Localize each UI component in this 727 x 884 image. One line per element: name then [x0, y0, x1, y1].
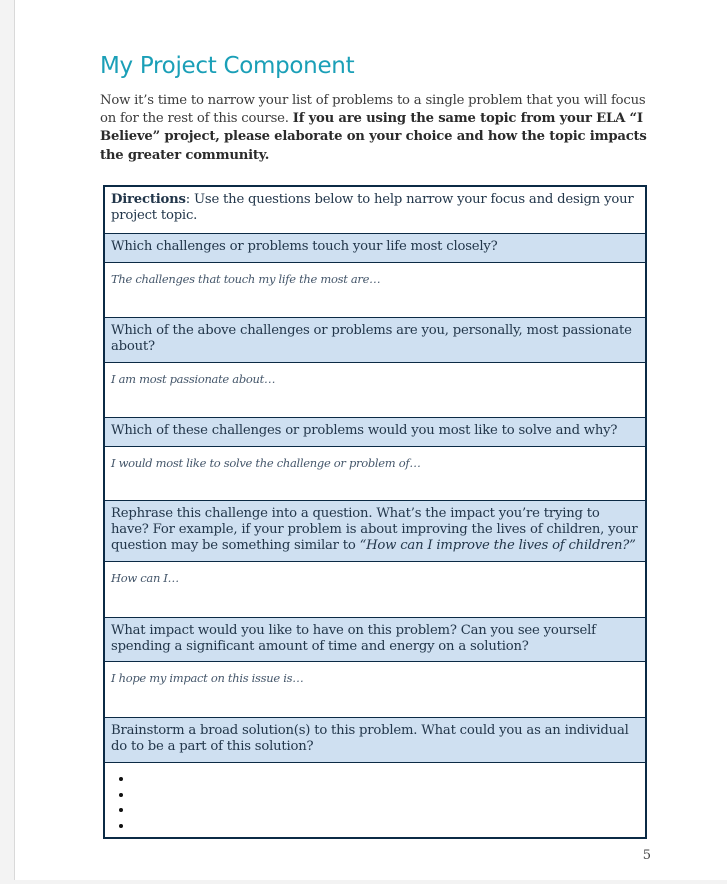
question-row — [105, 418, 645, 447]
answer-prompt: I hope my impact on this issue is… — [111, 671, 304, 685]
answer-field[interactable] — [105, 263, 645, 318]
answer-field[interactable] — [105, 447, 645, 501]
answer-field[interactable] — [105, 562, 645, 618]
bullet-list — [111, 767, 639, 833]
question-text: Which of these challenges or problems would you most like to solve and why? — [111, 423, 618, 438]
directions-text: : Use the questions below to help narrow your focus and design your project topic. — [111, 192, 634, 223]
project-worksheet-table — [103, 185, 647, 839]
answer-prompt: The challenges that touch my life the most are… — [111, 272, 381, 286]
question-text: Which challenges or problems touch your life most closely? — [111, 239, 498, 254]
directions-cell — [105, 187, 645, 234]
page-number: 5 — [642, 848, 651, 863]
brainstorm-answer-field[interactable] — [105, 763, 645, 837]
question-text: Rephrase this challenge into a question. What’s the impact you’re trying to have? For example, if your problem is about improving the lives of children, your question may be something similar to — [111, 506, 638, 553]
answer-field[interactable] — [105, 662, 645, 718]
document-page — [14, 0, 727, 880]
bullet-item[interactable] — [133, 818, 639, 834]
question-row — [105, 234, 645, 263]
page-title: My Project Component — [100, 53, 355, 79]
answer-prompt: I am most passionate about… — [111, 372, 276, 386]
question-text: Which of the above challenges or problems are you, personally, most passionate about? — [111, 323, 632, 354]
intro-paragraph — [100, 92, 650, 165]
answer-prompt: I would most like to solve the challenge or problem of… — [111, 456, 421, 470]
bullet-item[interactable] — [133, 802, 639, 818]
answer-field[interactable] — [105, 363, 645, 418]
bullet-item[interactable] — [133, 771, 639, 787]
question-row — [105, 718, 645, 763]
question-row — [105, 618, 645, 662]
question-example: “How can I improve the lives of children?” — [359, 538, 636, 553]
question-row — [105, 501, 645, 562]
question-text: Brainstorm a broad solution(s) to this problem. What could you as an individual do to be a part of this solution? — [111, 723, 629, 754]
question-row — [105, 318, 645, 363]
intro-text: Now it’s time to narrow your list of problems to a single problem that you will focus on for the rest of this course. — [100, 93, 646, 127]
bullet-item[interactable] — [133, 787, 639, 803]
intro-bold-text: If you are using the same topic from your ELA “I Believe” project, please elaborate on your choice and how the topic impacts the greater community. — [100, 111, 647, 163]
question-text: What impact would you like to have on this problem? Can you see yourself spending a significant amount of time and energy on a solution? — [111, 623, 596, 654]
directions-label: Directions — [111, 192, 186, 207]
answer-prompt: How can I… — [111, 571, 179, 585]
